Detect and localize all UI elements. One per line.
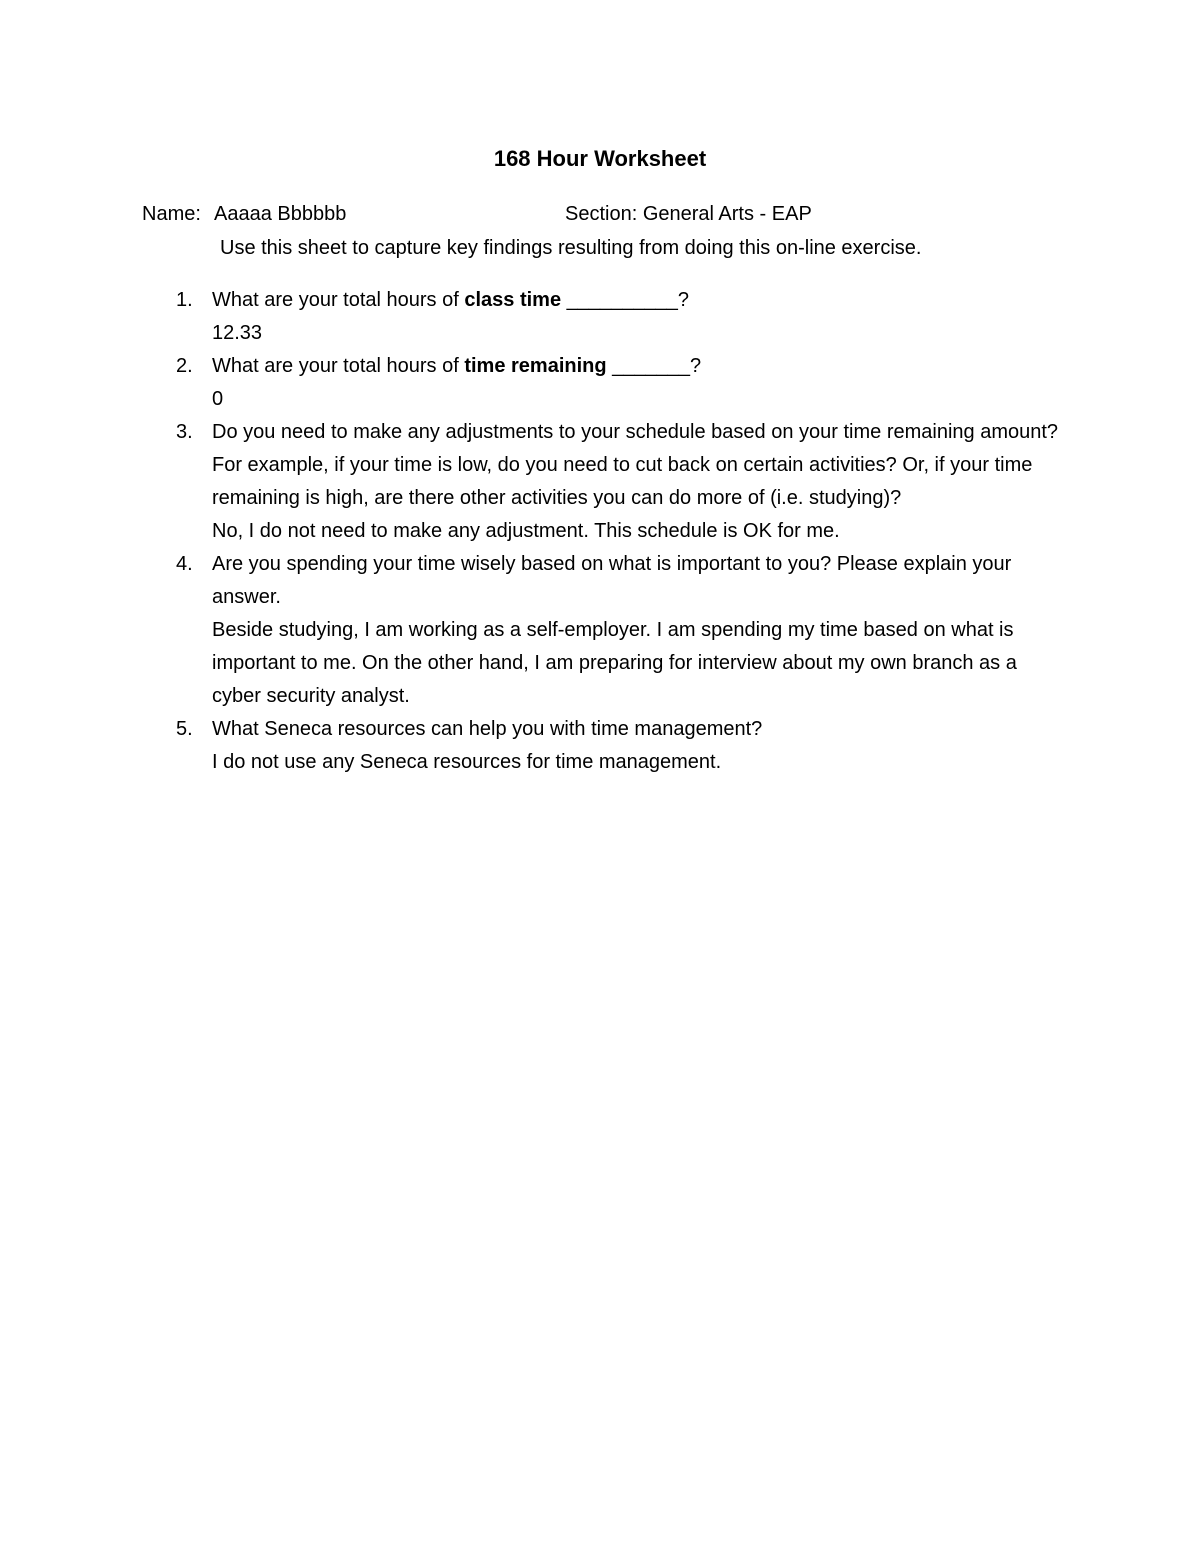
question-text — [212, 284, 1062, 317]
answer-text: 12.33 — [212, 322, 263, 344]
question-number: 1. — [176, 289, 193, 311]
name-label: Name: — [142, 203, 201, 225]
question-item-1 — [0, 284, 1062, 350]
question-item-4 — [0, 548, 1062, 713]
question-text-part: __________? — [561, 289, 689, 311]
question-text: Are you spending your time wisely based on what is important to you? Please explain your answer. — [212, 553, 1012, 608]
page-title: 168 Hour Worksheet — [493, 146, 707, 171]
name-line — [142, 199, 346, 229]
question-text-part: What are your total hours of — [212, 289, 465, 311]
section-line: Section: General Arts - EAP — [565, 203, 812, 225]
name-value: Aaaaa Bbbbbb — [214, 203, 347, 225]
instructions: Use this sheet to capture key findings resulting from doing this on-line exercise. — [220, 237, 922, 259]
question-text-part: _______? — [606, 355, 702, 377]
question-text: What Seneca resources can help you with time management? — [212, 718, 763, 740]
question-number: 2. — [176, 355, 193, 377]
question-item-2 — [0, 350, 1062, 416]
question-text-bold: time remaining — [464, 355, 607, 377]
question-text-bold: class time — [464, 289, 562, 311]
question-text: Do you need to make any adjustments to your schedule based on your time remaining amount? For example, if your time is low, do you need to cut back on certain activities? Or, if your time remaining is high, are there other activities you can do more of (i.e. studying)? — [212, 421, 1059, 509]
question-number: 5. — [176, 718, 193, 740]
answer-text: 0 — [212, 388, 224, 410]
answer-text: No, I do not need to make any adjustment. This schedule is OK for me. — [212, 520, 840, 542]
question-text-part: What are your total hours of — [212, 355, 465, 377]
question-number: 4. — [176, 553, 193, 575]
question-item-3 — [0, 416, 1062, 548]
question-text — [212, 350, 1062, 383]
question-number: 3. — [176, 421, 193, 443]
question-list — [0, 284, 1200, 779]
answer-text: Beside studying, I am working as a self-employer. I am spending my time based on what is important to me. On the other hand, I am preparing for interview about my own branch as a cyber security analyst. — [212, 619, 1017, 707]
question-item-5 — [0, 713, 1062, 779]
answer-text: I do not use any Seneca resources for time management. — [212, 751, 722, 773]
